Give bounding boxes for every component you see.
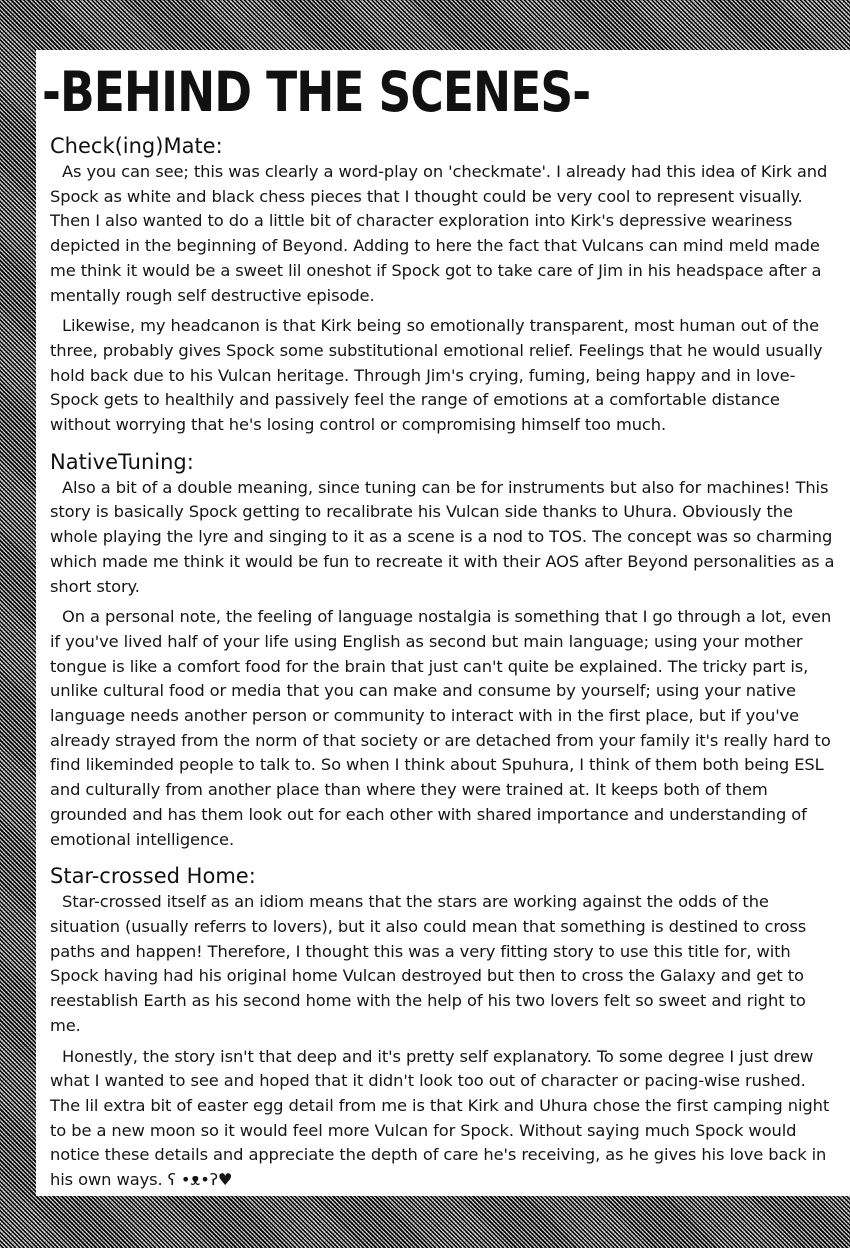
section-heading: NativeTuning:: [50, 449, 194, 474]
paragraph: Honestly, the story isn't that deep and it's pretty self explanatory. To some degree I just drew what I wanted to see and hoped that it didn't look too out of character or pacing-wise rushed. The lil extra bit of easter egg detail from me is that Kirk and Uhura chose the first camping night to be a new moon so it would feel more Vulcan for Spock. Without saying much Spock would notice these details and appreciate the depth of care he's receiving, as he gives his love back in his own ways. ʕ •ᴥ•ʔ♥: [50, 1046, 830, 1190]
section-nativetuning: [50, 448, 838, 853]
paragraph: Likewise, my headcanon is that Kirk being so emotionally transparent, most human out of the three, probably gives Spock some substitutional emotional relief. Feelings that he would usually hold back due to his Vulcan heritage. Through Jim's crying, fuming, being happy and in love- Spock gets to healthily and passively feel the range of emotions at a comfortable distance without worrying that he's losing control or compromising himself too much.: [50, 316, 823, 435]
section-heading: Star-crossed Home:: [50, 864, 256, 889]
paragraph: On a personal note, the feeling of language nostalgia is something that I go through a lot, even if you've lived half of your life using English as second but main language; using your mother tongue is like a comfort food for the brain that just can't quite be explained. The tricky part is, unlike cultural food or media that you can make and consume by yourself; using your native language needs another person or community to interact with in the first place, but if you've already strayed from the norm of that society or are detached from your family it's really hard to find likeminded people to talk to. So when I think about Spuhura, I think of them both being ESL and culturally from another place than where they were trained at. It keeps both of them grounded and has them look out for each other with shared importance and understanding of emotional intelligence.: [50, 607, 832, 849]
paragraph: As you can see; this was clearly a word-play on 'checkmate'. I already had this idea of Kirk and Spock as white and black chess pieces that I thought could be very cool to represent visually. Then I also wanted to do a little bit of character exploration into Kirk's depressive weariness depicted in the beginning of Beyond. Adding to here the fact that Vulcans can mind meld made me think it would be a sweet lil oneshot if Spock got to take care of Jim in his headspace after a mentally rough self destructive episode.: [50, 162, 828, 305]
page-title: -BEHIND THE SCENES-: [42, 60, 591, 124]
afterword-page: [36, 50, 850, 1196]
paragraph: Star-crossed itself as an idiom means that the stars are working against the odds of the situation (usually referrs to lovers), but it also could mean that something is destined to cross paths and happen! Therefore, I thought this was a very fitting story to use this title for, with Spock having had his original home Vulcan destroyed but then to cross the Galaxy and get to reestablish Earth as his second home with the help of his two lovers felt so sweet and right to me.: [50, 892, 807, 1035]
section-heading: Check(ing)Mate:: [50, 134, 223, 158]
paragraph: Also a bit of a double meaning, since tuning can be for instruments but also for machines! This story is basically Spock getting to recalibrate his Vulcan side thanks to Uhura. Obviously the whole playing the lyre and singing to it as a scene is a nod to TOS. The concept was so charming which made me think it would be fun to recreate it with their AOS after Beyond personalities as a short story.: [50, 477, 835, 596]
section-checkingmate: [50, 132, 838, 438]
section-star-crossed-home: [50, 862, 838, 1192]
